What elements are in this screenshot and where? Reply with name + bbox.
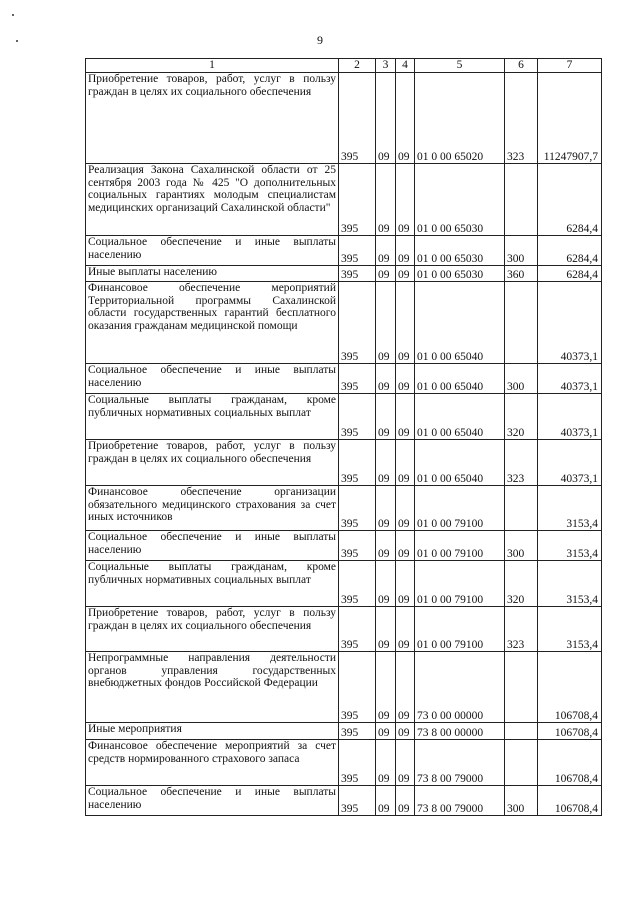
expense-type-cell: 323 [505, 440, 538, 486]
target-article-cell: 01 0 00 65030 [415, 164, 505, 236]
amount-cell: 106708,4 [538, 652, 602, 723]
target-article-cell: 01 0 00 65020 [415, 73, 505, 164]
table-row [86, 723, 602, 740]
item-name-cell: Социальное обеспечение и иные выплаты населению [86, 364, 339, 394]
item-name-cell: Социальное обеспечение и иные выплаты населению [86, 531, 339, 561]
subsection-code-cell: 09 [396, 236, 415, 266]
item-name-cell: Социальное обеспечение и иные выплаты населению [86, 236, 339, 266]
table-row [86, 652, 602, 723]
section-code-cell: 09 [376, 786, 396, 816]
ministry-code-cell: 395 [339, 786, 376, 816]
expense-type-cell: 300 [505, 786, 538, 816]
expense-type-cell: 320 [505, 394, 538, 440]
column-header: 7 [538, 59, 602, 73]
expense-type-cell [505, 652, 538, 723]
target-article-cell: 01 0 00 79100 [415, 561, 505, 607]
table-row [86, 282, 602, 364]
subsection-code-cell: 09 [396, 282, 415, 364]
subsection-code-cell: 09 [396, 652, 415, 723]
table-row [86, 786, 602, 816]
item-name-cell: Социальные выплаты гражданам, кроме публичных нормативных социальных выплат [86, 394, 339, 440]
table-row [86, 607, 602, 652]
table-row [86, 531, 602, 561]
subsection-code-cell: 09 [396, 486, 415, 531]
section-code-cell: 09 [376, 486, 396, 531]
amount-cell: 3153,4 [538, 561, 602, 607]
target-article-cell: 01 0 00 65040 [415, 394, 505, 440]
item-name-cell: Реализация Закона Сахалинской области от 25 сентября 2003 года № 425 "О дополнительных социальных гарантиях молодым специалистам медицинских организаций Сахалинской области" [86, 164, 339, 236]
subsection-code-cell: 09 [396, 394, 415, 440]
table-row [86, 486, 602, 531]
amount-cell: 40373,1 [538, 440, 602, 486]
item-name-cell: Приобретение товаров, работ, услуг в пользу граждан в целях их социального обеспечения [86, 440, 339, 486]
item-name-cell: Иные мероприятия [86, 723, 339, 740]
table-row [86, 740, 602, 786]
table-row [86, 164, 602, 236]
amount-cell: 3153,4 [538, 486, 602, 531]
expense-type-cell: 300 [505, 236, 538, 266]
target-article-cell: 01 0 00 79100 [415, 531, 505, 561]
expense-type-cell: 323 [505, 73, 538, 164]
amount-cell: 106708,4 [538, 786, 602, 816]
expense-type-cell: 300 [505, 531, 538, 561]
section-code-cell: 09 [376, 607, 396, 652]
column-header: 3 [376, 59, 396, 73]
section-code-cell: 09 [376, 723, 396, 740]
expense-type-cell [505, 723, 538, 740]
subsection-code-cell: 09 [396, 740, 415, 786]
amount-cell: 3153,4 [538, 531, 602, 561]
column-header: 4 [396, 59, 415, 73]
subsection-code-cell: 09 [396, 440, 415, 486]
section-code-cell: 09 [376, 740, 396, 786]
ministry-code-cell: 395 [339, 652, 376, 723]
section-code-cell: 09 [376, 531, 396, 561]
ministry-code-cell: 395 [339, 364, 376, 394]
item-name-cell: Финансовое обеспечение мероприятий Территориальной программы Сахалинской области государственных гарантий бесплатного оказания гражданам медицинской помощи [86, 282, 339, 364]
table-row [86, 440, 602, 486]
item-name-cell: Социальные выплаты гражданам, кроме публичных нормативных социальных выплат [86, 561, 339, 607]
section-code-cell: 09 [376, 652, 396, 723]
subsection-code-cell: 09 [396, 607, 415, 652]
table-header-row [86, 59, 602, 73]
ministry-code-cell: 395 [339, 486, 376, 531]
table-row [86, 561, 602, 607]
table-row [86, 364, 602, 394]
target-article-cell: 73 8 00 79000 [415, 740, 505, 786]
amount-cell: 106708,4 [538, 723, 602, 740]
item-name-cell: Финансовое обеспечение организации обязательного медицинского страхования за счет иных источников [86, 486, 339, 531]
item-name-cell: Приобретение товаров, работ, услуг в пользу граждан в целях их социального обеспечения [86, 607, 339, 652]
expense-type-cell [505, 282, 538, 364]
item-name-cell: Иные выплаты населению [86, 266, 339, 282]
item-name-cell: Финансовое обеспечение мероприятий за счет средств нормированного страхового запаса [86, 740, 339, 786]
target-article-cell: 01 0 00 79100 [415, 607, 505, 652]
target-article-cell: 01 0 00 65040 [415, 282, 505, 364]
target-article-cell: 01 0 00 65040 [415, 364, 505, 394]
column-header: 1 [86, 59, 339, 73]
target-article-cell: 73 8 00 00000 [415, 723, 505, 740]
section-code-cell: 09 [376, 236, 396, 266]
subsection-code-cell: 09 [396, 723, 415, 740]
amount-cell: 106708,4 [538, 740, 602, 786]
subsection-code-cell: 09 [396, 786, 415, 816]
target-article-cell: 01 0 00 65030 [415, 266, 505, 282]
item-name-cell: Приобретение товаров, работ, услуг в пользу граждан в целях их социального обеспечения [86, 73, 339, 164]
table-row [86, 73, 602, 164]
section-code-cell: 09 [376, 164, 396, 236]
subsection-code-cell: 09 [396, 266, 415, 282]
section-code-cell: 09 [376, 561, 396, 607]
section-code-cell: 09 [376, 266, 396, 282]
ministry-code-cell: 395 [339, 266, 376, 282]
item-name-cell: Непрограммные направления деятельности органов управления государственных внебюджетных фондов Российской Федерации [86, 652, 339, 723]
column-header: 5 [415, 59, 505, 73]
table-row [86, 236, 602, 266]
section-code-cell: 09 [376, 394, 396, 440]
expense-type-cell: 323 [505, 607, 538, 652]
target-article-cell: 73 8 00 79000 [415, 786, 505, 816]
section-code-cell: 09 [376, 282, 396, 364]
expense-type-cell: 360 [505, 266, 538, 282]
expense-type-cell: 300 [505, 364, 538, 394]
ministry-code-cell: 395 [339, 236, 376, 266]
subsection-code-cell: 09 [396, 561, 415, 607]
target-article-cell: 01 0 00 65040 [415, 440, 505, 486]
ministry-code-cell: 395 [339, 164, 376, 236]
amount-cell: 40373,1 [538, 282, 602, 364]
page-number: 9 [317, 33, 323, 47]
ministry-code-cell: 395 [339, 607, 376, 652]
subsection-code-cell: 09 [396, 164, 415, 236]
expense-type-cell [505, 740, 538, 786]
amount-cell: 40373,1 [538, 364, 602, 394]
expense-type-cell [505, 164, 538, 236]
ministry-code-cell: 395 [339, 282, 376, 364]
amount-cell: 6284,4 [538, 236, 602, 266]
amount-cell: 11247907,7 [538, 73, 602, 164]
ministry-code-cell: 395 [339, 561, 376, 607]
expense-type-cell [505, 486, 538, 531]
table-row [86, 266, 602, 282]
section-code-cell: 09 [376, 73, 396, 164]
column-header: 2 [339, 59, 376, 73]
column-header: 6 [505, 59, 538, 73]
section-code-cell: 09 [376, 364, 396, 394]
target-article-cell: 01 0 00 79100 [415, 486, 505, 531]
ministry-code-cell: 395 [339, 740, 376, 786]
target-article-cell: 01 0 00 65030 [415, 236, 505, 266]
section-code-cell: 09 [376, 440, 396, 486]
ministry-code-cell: 395 [339, 440, 376, 486]
ministry-code-cell: 395 [339, 394, 376, 440]
amount-cell: 3153,4 [538, 607, 602, 652]
budget-table [85, 58, 602, 816]
ministry-code-cell: 395 [339, 531, 376, 561]
subsection-code-cell: 09 [396, 73, 415, 164]
subsection-code-cell: 09 [396, 364, 415, 394]
amount-cell: 40373,1 [538, 394, 602, 440]
target-article-cell: 73 0 00 00000 [415, 652, 505, 723]
subsection-code-cell: 09 [396, 531, 415, 561]
table-row [86, 394, 602, 440]
ministry-code-cell: 395 [339, 723, 376, 740]
item-name-cell: Социальное обеспечение и иные выплаты населению [86, 786, 339, 816]
amount-cell: 6284,4 [538, 266, 602, 282]
ministry-code-cell: 395 [339, 73, 376, 164]
amount-cell: 6284,4 [538, 164, 602, 236]
expense-type-cell: 320 [505, 561, 538, 607]
